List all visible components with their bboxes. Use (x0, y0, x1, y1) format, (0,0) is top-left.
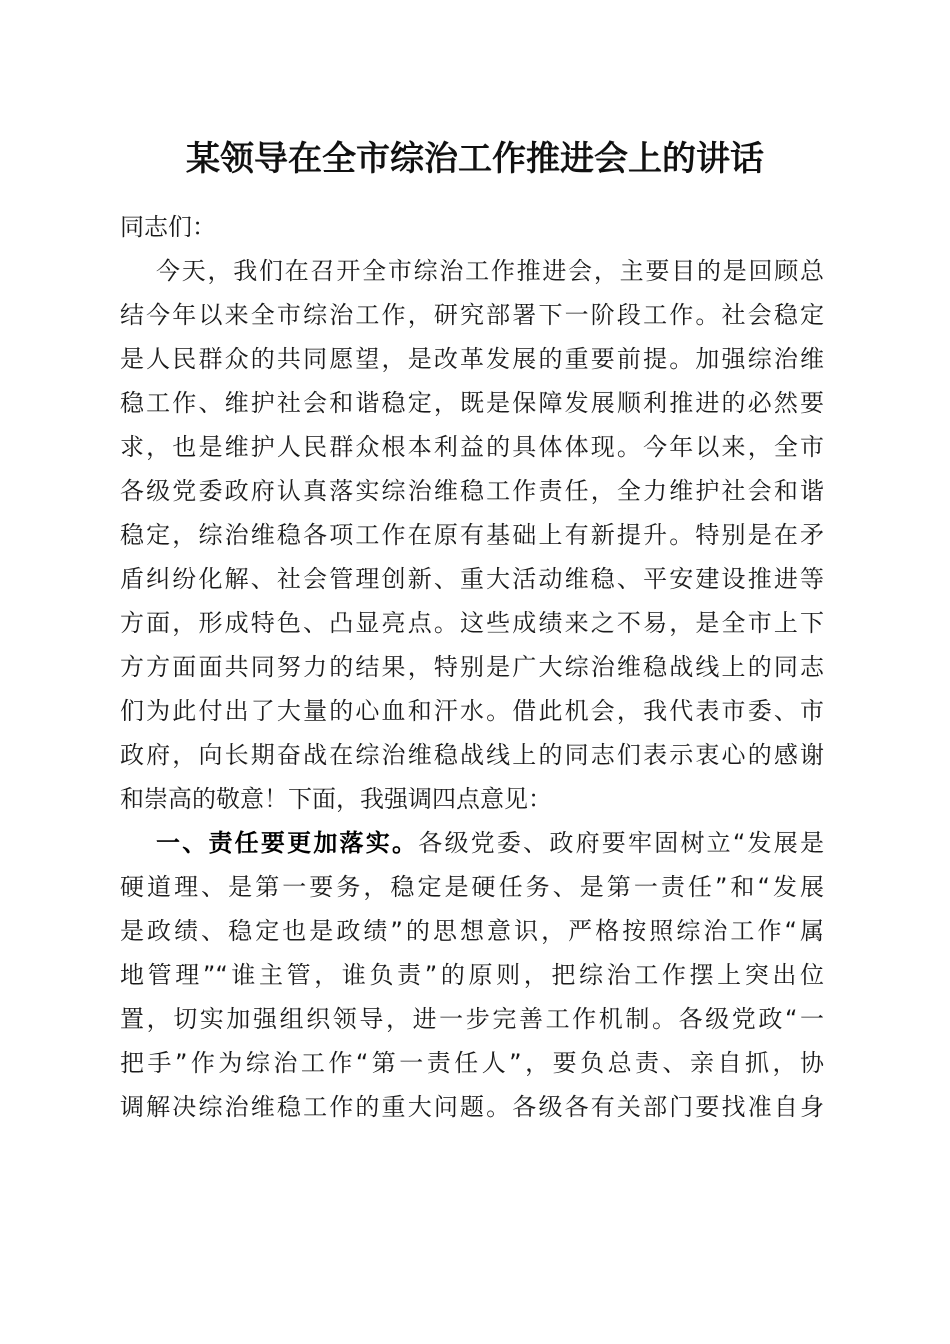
text-line: 地管理”“谁主管，谁负责”的原则，把综治工作摆上突出位 (120, 961, 824, 989)
text-line: 是政绩、稳定也是政绩”的思想意识，严格按照综治工作“属 (120, 917, 824, 945)
text-line: 求，也是维护人民群众根本利益的具体体现。今年以来，全市 (120, 433, 824, 461)
text-line: 硬道理、是第一要务，稳定是硬任务、是第一责任”和“发展 (120, 873, 824, 901)
text-line: 盾纠纷化解、社会管理创新、重大活动维稳、平安建设推进等 (120, 565, 824, 593)
text-line: 是人民群众的共同愿望，是改革发展的重要前提。加强综治维 (120, 345, 824, 373)
text-line: 调解决综治维稳工作的重大问题。各级各有关部门要找准自身 (120, 1093, 824, 1121)
paragraph-intro (120, 249, 824, 821)
text-line (120, 821, 824, 865)
text-line: 置，切实加强组织领导，进一步完善工作机制。各级党政“一 (120, 1005, 824, 1033)
text-line: 们为此付出了大量的心血和汗水。借此机会，我代表市委、市 (120, 697, 824, 725)
paragraph-section-one (120, 821, 824, 1129)
text-line: 各级党委政府认真落实综治维稳工作责任，全力维护社会和谐 (120, 477, 824, 505)
section-first-line-text: 各级党委、政府要牢固树立“发展是 (418, 829, 824, 857)
text-line: 方面，形成特色、凸显亮点。这些成绩来之不易，是全市上下 (120, 609, 824, 637)
text-line: 把手”作为综治工作“第一责任人”，要负总责、亲自抓，协 (120, 1049, 824, 1077)
section-heading: 一、责任要更加落实。 (156, 829, 419, 857)
salutation: 同志们： (120, 213, 216, 241)
text-line: 结今年以来全市综治工作，研究部署下一阶段工作。社会稳定 (120, 301, 824, 329)
text-line: 稳工作、维护社会和谐稳定，既是保障发展顺利推进的必然要 (120, 389, 824, 417)
text-line: 和崇高的敬意！下面，我强调四点意见： (120, 785, 552, 813)
text-line: 稳定，综治维稳各项工作在原有基础上有新提升。特别是在矛 (120, 521, 824, 549)
text-line: 方方面面共同努力的结果，特别是广大综治维稳战线上的同志 (120, 653, 824, 681)
text-line: 今天，我们在召开全市综治工作推进会，主要目的是回顾总 (156, 257, 824, 285)
document-title: 某领导在全市综治工作推进会上的讲话 (186, 139, 764, 179)
document-body (120, 205, 824, 1129)
text-line: 政府，向长期奋战在综治维稳战线上的同志们表示衷心的感谢 (120, 741, 824, 769)
